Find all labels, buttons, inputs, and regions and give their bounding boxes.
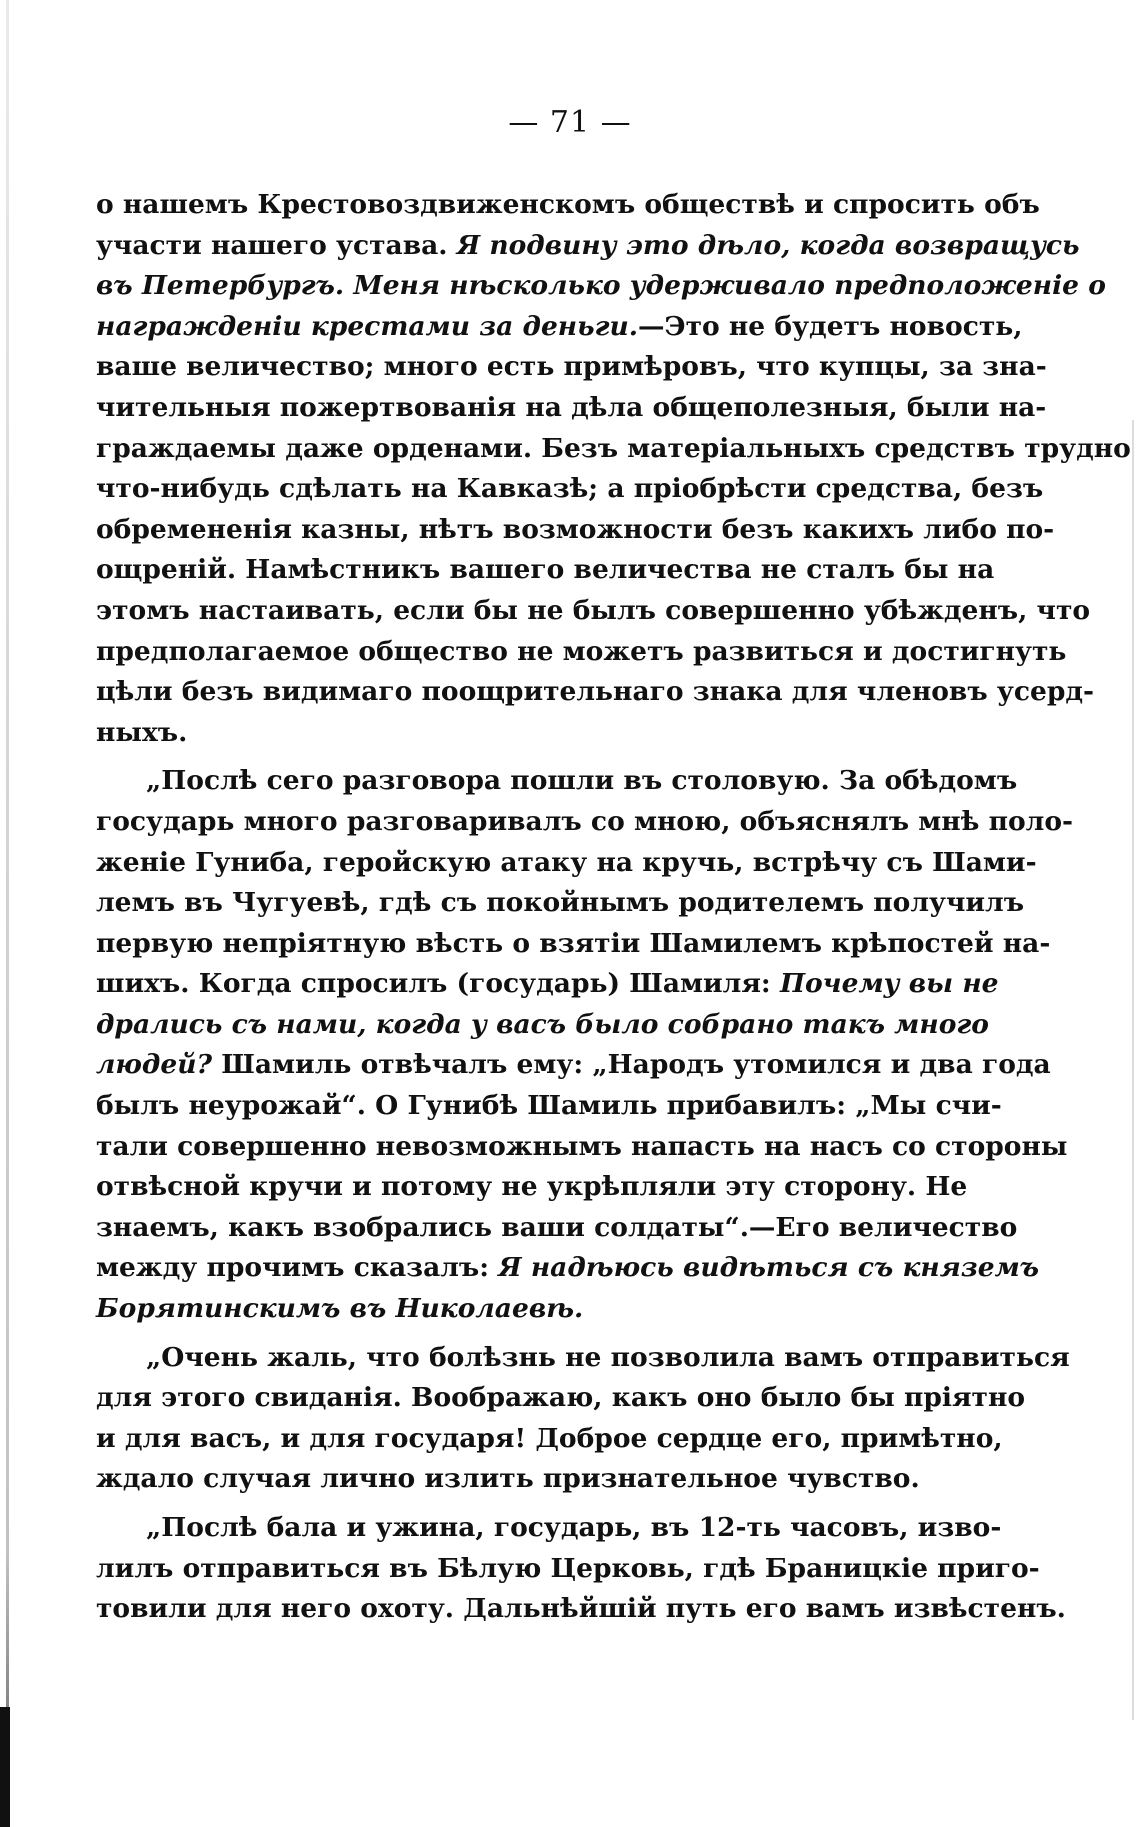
text-segment: государь много разговаривалъ со мною, объяснялъ мнѣ поло-: [96, 805, 1073, 837]
text-line: [96, 550, 995, 591]
body-text: [96, 185, 1131, 1630]
paragraph: [96, 1338, 1070, 1500]
text-line: [96, 469, 1044, 510]
text-segment: участи нашего устава.: [96, 229, 457, 261]
text-segment: предполагаемое общество не можетъ развиться и достигнуть: [96, 635, 1067, 667]
text-line: [96, 632, 1067, 673]
text-line: [96, 1167, 968, 1208]
text-line: [96, 185, 1040, 226]
text-line: [96, 1419, 1003, 1460]
text-segment: ждало случая лично излить признательное чувство.: [96, 1463, 920, 1495]
text-segment: отвѣсной кручи и потому не укрѣпляли эту сторону. Не: [96, 1171, 968, 1203]
text-line: [96, 510, 1055, 551]
text-line: [96, 1127, 1068, 1168]
text-line: [96, 429, 1131, 470]
italic-text: Почему вы не: [779, 968, 999, 1000]
text-segment: „Послѣ бала и ужина, государь, въ 12-ть часовъ, изво-: [146, 1512, 1002, 1543]
text-segment: знаемъ, какъ взобрались ваши солдаты“.—Его величество: [96, 1211, 1018, 1243]
text-segment: ныхъ.: [96, 716, 188, 748]
text-segment: этомъ настаивать, если бы не былъ совершенно убѣжденъ, что: [96, 594, 1091, 626]
text-line: [96, 1549, 1040, 1590]
text-line: [96, 1459, 948, 1500]
text-line: [96, 672, 1095, 713]
text-line: [96, 1508, 1002, 1549]
paragraph: [96, 761, 1073, 1329]
text-line: [96, 1248, 1040, 1289]
text-segment: о нашемъ Крестовоздвиженскомъ обществѣ и спросить объ: [96, 189, 1040, 220]
text-segment: цѣли безъ видимаго поощрительнаго знака для членовъ усерд-: [96, 676, 1095, 708]
text-line: [96, 802, 1073, 843]
text-line: [96, 266, 1106, 307]
text-line: [96, 1005, 989, 1046]
text-line: [96, 843, 1037, 884]
text-line: [96, 1045, 1051, 1086]
text-segment: „Очень жаль, что болѣзнь не позволила вамъ отправиться: [146, 1341, 1070, 1373]
text-segment: обремененія казны, нѣтъ возможности безъ какихъ либо по-: [96, 513, 1055, 545]
italic-text: въ Петербургъ. Меня нѣсколько удерживало предположеніе о: [96, 270, 1106, 302]
paragraph: [96, 1508, 1066, 1630]
text-segment: лилъ отправиться въ Бѣлую Церковь, гдѣ Браницкіе приго-: [96, 1552, 1040, 1584]
text-segment: ваше величество; много есть примѣровъ, что купцы, за зна-: [96, 351, 1047, 383]
scan-edge-left: [6, 0, 9, 1827]
text-segment: Шамиль отвѣчалъ ему: „Народъ утомился и два года: [212, 1049, 1051, 1081]
text-segment: что-нибудь сдѣлать на Кавказѣ; а пріобрѣсти средства, безъ: [96, 473, 1044, 505]
text-segment: чительныя пожертвованія на дѣла общеполезныя, были на-: [96, 391, 1047, 423]
text-line: [96, 924, 1051, 965]
italic-text: людей?: [96, 1049, 213, 1081]
text-segment: граждаемы даже орденами. Безъ матеріальныхъ средствъ трудно: [96, 432, 1131, 464]
text-segment: былъ неурожай“. О Гунибѣ Шамиль прибавилъ: „Мы счи-: [96, 1090, 1002, 1122]
text-line: [96, 1378, 1026, 1419]
text-segment: для этого свиданія. Воображаю, какъ оно было бы пріятно: [96, 1382, 1026, 1414]
text-segment: тали совершенно невозможнымъ напасть на насъ со стороны: [96, 1130, 1068, 1162]
text-segment: между прочимъ сказалъ:: [96, 1252, 499, 1284]
text-line: [96, 1289, 948, 1330]
text-line: [96, 761, 1018, 802]
paragraph: [96, 185, 1131, 753]
text-line: [96, 883, 1025, 924]
text-segment: —Это не будетъ новость,: [638, 310, 1023, 342]
text-segment: первую непріятную вѣсть о взятіи Шамилемъ крѣпостей на-: [96, 927, 1051, 959]
text-line: [96, 388, 1047, 429]
text-line: [96, 226, 1080, 267]
text-segment: „Послѣ сего разговора пошли въ столовую. За обѣдомъ: [146, 765, 1018, 797]
italic-text: Я надѣюсь видѣться съ княземъ: [498, 1252, 1040, 1284]
text-segment: лемъ въ Чугуевѣ, гдѣ съ покойнымъ родителемъ получилъ: [96, 887, 1025, 919]
text-segment: ощреній. Намѣстникъ вашего величества не сталъ бы на: [96, 554, 995, 586]
text-line: [96, 591, 1091, 632]
text-line: [96, 307, 1023, 348]
paragraph-gap: [96, 1330, 948, 1338]
italic-text: Борятинскимъ въ Николаевѣ.: [96, 1293, 584, 1325]
text-line: [96, 1338, 1070, 1379]
text-line: [96, 1589, 1066, 1630]
text-segment: женіе Гуниба, геройскую атаку на кручь, встрѣчу съ Шами-: [96, 846, 1037, 878]
text-line: [96, 1086, 1002, 1127]
text-segment: и для васъ, и для государя! Доброе сердце его, примѣтно,: [96, 1422, 1003, 1454]
text-line: [96, 713, 948, 754]
italic-text: Я подвину это дѣло, когда возвращусь: [456, 229, 1080, 261]
paragraph-gap: [96, 753, 948, 761]
text-line: [96, 1208, 1018, 1249]
text-line: [96, 347, 1047, 388]
italic-text: дрались съ нами, когда у васъ было собрано такъ много: [96, 1008, 989, 1040]
page-number: — 71 —: [508, 105, 632, 140]
italic-text: награжденіи крестами за деньги.: [96, 310, 639, 342]
paragraph-gap: [96, 1500, 948, 1508]
text-segment: шихъ. Когда спросилъ (государь) Шамиля:: [96, 968, 780, 1000]
scan-edge-right: [1132, 420, 1134, 1720]
text-line: [96, 964, 999, 1005]
scan-mark: [0, 1707, 10, 1827]
text-segment: товили для него охоту. Дальнѣйшій путь его вамъ извѣстенъ.: [96, 1593, 1066, 1625]
